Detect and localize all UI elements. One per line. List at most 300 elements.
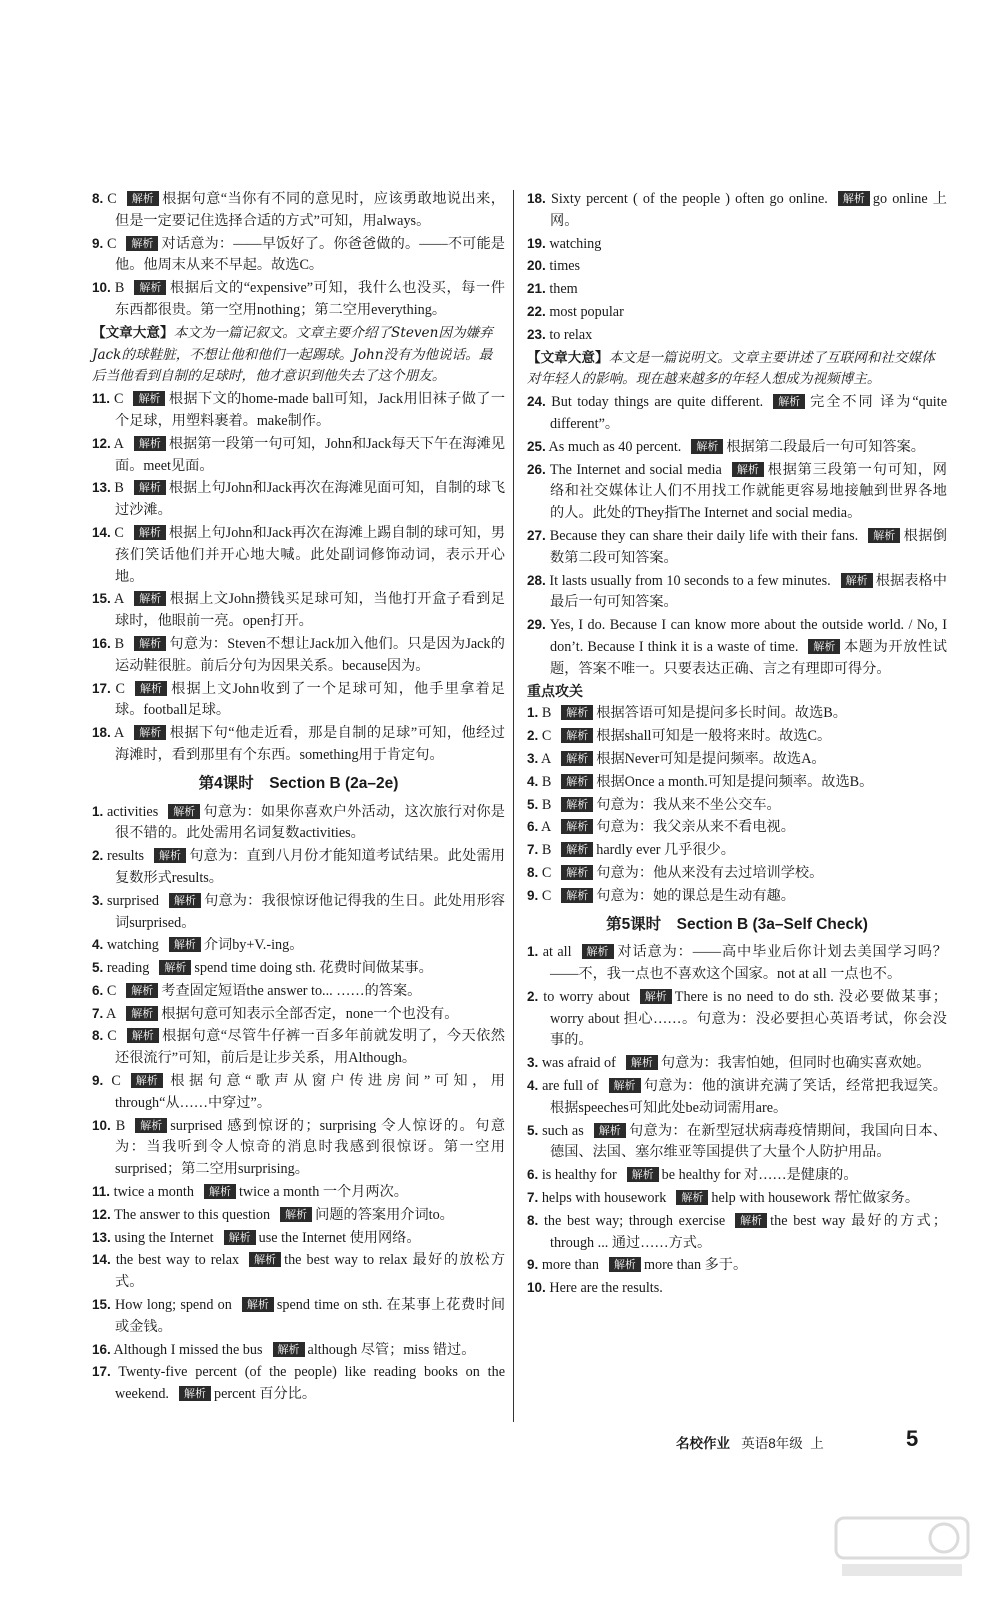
item-analysis: surprised 感到惊讶的；surprising 令人惊讶的。句意为：当我听到令人惊奇的消息时我感到很惊讶。第一空用surprised；第二空用surprising。 <box>115 1117 506 1178</box>
item-answer: them <box>549 281 578 298</box>
analysis-tag: 解析 <box>627 1167 659 1182</box>
answer-item <box>527 986 947 1052</box>
item-answer: C <box>541 887 552 904</box>
answer-item <box>92 934 505 957</box>
item-analysis: 句意为：她的课总是生动有趣。 <box>596 887 795 904</box>
item-answer: times <box>549 258 581 275</box>
item-number: 8. <box>527 1212 539 1228</box>
item-answer: watching <box>106 937 159 954</box>
item-analysis: 根据后文的“expensive”可知，我什么也没买，每一件东西都很贵。第一空用nothing；第二空用everything。 <box>115 280 505 318</box>
item-number: 9. <box>527 1257 539 1273</box>
item-answer: As much as 40 percent. <box>548 438 682 455</box>
analysis-tag: 解析 <box>249 1252 281 1267</box>
item-answer: C <box>111 1073 121 1090</box>
item-analysis: 句意为：他的演讲充满了笑话，经常把我逗笑。根据speeches可知此处be动词需用are。 <box>550 1078 947 1116</box>
item-number: 21. <box>527 281 546 297</box>
analysis-tag: 解析 <box>127 191 159 206</box>
item-analysis: the best way to relax 最好的放松方式。 <box>115 1252 506 1291</box>
item-answer: C <box>107 191 117 207</box>
answer-item <box>92 1181 505 1204</box>
item-answer: But today things are quite different. <box>551 394 764 411</box>
analysis-tag: 解析 <box>134 591 166 606</box>
item-analysis: 根据第一段第一句可知，John和Jack每天下午在海滩见面。meet见面。 <box>115 435 506 474</box>
analysis-tag: 解析 <box>134 725 166 740</box>
item-analysis: although 尽管；miss 错过。 <box>307 1341 476 1358</box>
answer-item <box>92 980 505 1003</box>
analysis-tag: 解析 <box>561 865 593 880</box>
item-analysis: hardly ever 几乎很少。 <box>596 842 735 859</box>
item-analysis: 句意为：在新型冠状病毒疫情期间，我国向日本、德国、法国、塞尔维亚等国提供了大量个人防护用品。 <box>550 1122 947 1161</box>
answer-item <box>92 1003 505 1026</box>
answer-item <box>92 277 505 322</box>
answer-item <box>92 1227 505 1250</box>
item-answer: the best way to relax <box>115 1252 240 1269</box>
item-analysis: spend time doing sth. 花费时间做某事。 <box>194 960 433 977</box>
footer-subject: 英语8年级 <box>741 1436 803 1451</box>
answer-item <box>527 771 947 794</box>
item-number: 3. <box>527 750 539 766</box>
item-analysis: 根据Once a month.可知是提问频率。故选B。 <box>596 773 874 790</box>
summary-text: 本文为一篇记叙文。文章主要介绍了Steven因为嫌弃Jack的球鞋脏，不想让他和他们一起踢球。John没有为他说话。最后当他看到自制的足球时，他才意识到他失去了这个朋友。 <box>92 324 493 385</box>
analysis-tag: 解析 <box>134 525 166 540</box>
item-number: 26. <box>527 461 546 477</box>
summary-label: 【文章大意】 <box>527 349 609 365</box>
analysis-tag: 解析 <box>609 1078 641 1093</box>
item-analysis: 根据下句“他走近看，那是自制的足球”可知，他经过海滩时，看到那里有个东西。something用于肯定句。 <box>115 725 505 763</box>
analysis-tag: 解析 <box>676 1190 708 1205</box>
answer-item <box>92 1361 505 1406</box>
item-analysis: go online 上网。 <box>550 191 947 229</box>
analysis-tag: 解析 <box>169 893 201 908</box>
item-number: 15. <box>92 591 111 607</box>
item-answer: C <box>106 235 117 252</box>
analysis-tag: 解析 <box>134 280 166 295</box>
item-number: 1. <box>527 705 539 721</box>
answer-item <box>92 957 505 980</box>
item-analysis: There is no need to do sth. 没必要做某事；worry about 担心……。句意为：没必要担心英语考试，你会没事的。 <box>550 988 947 1049</box>
item-answer: B <box>541 796 552 813</box>
item-number: 13. <box>92 1229 111 1245</box>
analysis-tag: 解析 <box>154 848 186 863</box>
answer-item <box>92 477 505 522</box>
item-analysis: the best way 最好的方式；through ... 通过……方式。 <box>550 1212 947 1251</box>
item-number: 12. <box>92 435 111 451</box>
answer-item <box>527 255 947 278</box>
item-analysis: 句意为：他从来没有去过培训学校。 <box>596 864 824 881</box>
item-analysis: 根据Never可知是提问频率。故选A。 <box>596 750 826 767</box>
analysis-tag: 解析 <box>732 462 764 477</box>
item-number: 7. <box>92 1005 104 1021</box>
section-heading: 第5课时 Section B (3a–Self Check) <box>606 915 868 933</box>
analysis-tag: 解析 <box>582 944 614 959</box>
analysis-tag: 解析 <box>169 937 201 952</box>
item-number: 10. <box>527 1280 546 1296</box>
item-number: 20. <box>527 258 546 274</box>
item-answer: such as <box>542 1122 584 1139</box>
analysis-tag: 解析 <box>808 639 840 654</box>
answer-item <box>92 845 505 890</box>
item-analysis: 句意为：我很惊讶他记得我的生日。此处用形容词surprised。 <box>115 892 505 931</box>
analysis-tag: 解析 <box>159 960 191 975</box>
answer-item <box>527 885 947 908</box>
answer-item <box>92 722 505 767</box>
item-number: 9. <box>92 1073 104 1089</box>
item-answer: C <box>541 728 552 745</box>
answer-item <box>92 890 505 935</box>
item-number: 11. <box>92 391 111 407</box>
answer-item <box>92 433 505 478</box>
analysis-tag: 解析 <box>561 774 593 789</box>
analysis-tag: 解析 <box>561 842 593 857</box>
item-answer: to worry about <box>543 988 630 1005</box>
answer-item <box>527 301 947 324</box>
item-number: 27. <box>527 527 546 543</box>
item-number: 8. <box>527 864 539 880</box>
item-analysis: 根据答语可知是提问多长时间。故选B。 <box>596 705 847 722</box>
item-analysis: 根据上文John攒钱买足球可知，当他打开盒子看到足球时，他眼前一亮。open打开。 <box>115 591 505 630</box>
item-answer: C <box>541 864 552 881</box>
analysis-tag: 解析 <box>773 394 805 409</box>
item-analysis: 本题为开放性试题，答案不唯一。只要表达正确、言之有理即可得分。 <box>550 638 947 677</box>
analysis-tag: 解析 <box>841 573 873 588</box>
item-answer: Yes, I do. Because I can know more about the outside world. / No, I don’t. Because I think it is a waste of time. <box>549 617 947 655</box>
item-analysis: 对话意为：——高中毕业后你计划去美国学习吗？——不，我一点也不喜欢这个国家。not at all 一点也不。 <box>550 944 947 983</box>
item-analysis: 对话意为：——早饭好了。你爸爸做的。——不可能是他。他周末从来不早起。故选C。 <box>115 235 505 274</box>
analysis-tag: 解析 <box>273 1342 305 1357</box>
answer-item <box>92 1070 505 1115</box>
item-answer: The Internet and social media <box>549 461 722 478</box>
item-answer: reading <box>106 960 150 977</box>
item-analysis: 根据第二段最后一句可知答案。 <box>726 438 925 455</box>
item-answer: B <box>541 705 552 722</box>
item-answer: B <box>114 280 125 297</box>
item-number: 14. <box>92 1252 111 1268</box>
item-number: 25. <box>527 438 546 454</box>
answer-item <box>527 525 947 570</box>
item-number: 8. <box>92 191 104 206</box>
item-answer: using the Internet <box>114 1229 214 1246</box>
item-answer: C <box>106 982 117 999</box>
analysis-tag: 解析 <box>868 528 900 543</box>
item-analysis: 句意为：如果你喜欢户外活动，这次旅行对你是很不错的。此处需用名词复数activities。 <box>115 803 505 842</box>
item-analysis: 根据句意“当你有不同的意见时，应该勇敢地说出来，但是一定要记住选择合适的方式”可知，用always。 <box>115 191 505 229</box>
analysis-tag: 解析 <box>838 191 870 206</box>
item-answer: Because they can share their daily life with their fans. <box>549 527 859 544</box>
item-analysis: 完全不同 译为“quite different”。 <box>550 394 947 432</box>
analysis-tag: 解析 <box>179 1386 211 1401</box>
answer-item <box>92 801 505 846</box>
item-answer: the best way; through exercise <box>543 1212 726 1229</box>
answer-item <box>92 678 505 723</box>
analysis-tag: 解析 <box>561 819 593 834</box>
answer-item <box>527 614 947 680</box>
item-analysis: 根据上句John和Jack再次在海滩见面可知，自制的球飞过沙滩。 <box>115 480 506 519</box>
analysis-tag: 解析 <box>126 983 158 998</box>
item-answer: A <box>114 591 125 608</box>
item-number: 23. <box>527 326 546 342</box>
item-analysis: 根据表格中最后一句可知答案。 <box>550 572 947 611</box>
footer-volume: 上 <box>810 1436 824 1451</box>
item-answer: A <box>541 750 552 767</box>
item-answer: C <box>114 524 124 541</box>
analysis-tag: 解析 <box>204 1184 236 1199</box>
item-answer: Here are the results. <box>549 1280 663 1297</box>
item-answer: surprised <box>106 892 159 909</box>
answer-item <box>92 1025 505 1070</box>
item-answer: Sixty percent ( of the people ) often go online. <box>550 191 828 207</box>
summary-text: 本文是一篇说明文。文章主要讲述了互联网和社交媒体对年轻人的影响。现在越来越多的年轻人想成为视频博主。 <box>527 349 935 388</box>
item-analysis: 根据句意可知表示全部否定，none一个也没有。 <box>161 1005 459 1022</box>
item-answer: How long; spend on <box>115 1297 232 1314</box>
item-answer: A <box>106 1005 117 1022</box>
item-number: 7. <box>527 842 539 858</box>
summary-label: 【文章大意】 <box>92 324 174 340</box>
analysis-tag: 解析 <box>691 439 723 454</box>
answer-item <box>92 1294 505 1339</box>
item-number: 15. <box>92 1297 111 1313</box>
answer-item <box>527 794 947 817</box>
item-number: 14. <box>92 524 111 540</box>
answer-item <box>527 748 947 771</box>
answer-item <box>527 816 947 839</box>
article-summary <box>92 322 505 388</box>
page-number: 5 <box>906 1426 919 1451</box>
item-answer: more than <box>541 1257 599 1274</box>
item-number: 6. <box>527 819 539 835</box>
analysis-tag: 解析 <box>280 1207 312 1222</box>
item-answer: was afraid of <box>541 1055 616 1072</box>
item-number: 1. <box>527 944 539 960</box>
analysis-tag: 解析 <box>131 1073 163 1088</box>
item-number: 18. <box>92 725 111 741</box>
answer-item <box>527 459 947 525</box>
footer-series: 名校作业 <box>676 1436 730 1451</box>
answer-item <box>527 570 947 615</box>
item-answer: It lasts usually from 10 seconds to a few minutes. <box>549 572 831 589</box>
analysis-tag: 解析 <box>135 1118 167 1133</box>
item-number: 13. <box>92 480 111 496</box>
analysis-tag: 解析 <box>134 436 166 451</box>
item-answer: at all <box>542 944 572 961</box>
item-analysis: 句意为：直到八月份才能知道考试结果。此处需用复数形式results。 <box>115 848 505 886</box>
item-analysis: 句意为：我父亲从来不看电视。 <box>596 819 795 836</box>
item-number: 2. <box>527 988 539 1004</box>
subsection-heading: 重点攻关 <box>527 682 583 699</box>
item-analysis: 根据上文John收到了一个足球可知，他手里拿着足球。football足球。 <box>115 680 505 719</box>
answer-item <box>527 1187 947 1210</box>
analysis-tag: 解析 <box>126 1006 158 1021</box>
analysis-tag: 解析 <box>135 681 167 696</box>
item-analysis: 根据句意“歌声从窗户传进房间”可知，用through“从……中穿过”。 <box>115 1073 505 1111</box>
item-number: 1. <box>92 803 104 819</box>
item-number: 17. <box>92 1364 111 1380</box>
analysis-tag: 解析 <box>735 1213 767 1228</box>
analysis-tag: 解析 <box>594 1123 626 1138</box>
analysis-tag: 解析 <box>224 1230 256 1245</box>
item-answer: A <box>541 819 552 836</box>
answer-item <box>92 1115 505 1181</box>
answer-item <box>527 1254 947 1277</box>
answer-item <box>527 1075 947 1120</box>
answer-item <box>527 1277 947 1300</box>
answer-item <box>92 1204 505 1227</box>
item-answer: B <box>541 842 552 859</box>
answer-item <box>92 522 505 588</box>
item-number: 5. <box>92 960 104 976</box>
item-answer: B <box>115 1117 126 1134</box>
analysis-tag: 解析 <box>133 391 165 406</box>
item-answer: Although I missed the bus <box>113 1341 263 1358</box>
item-answer: are full of <box>542 1078 599 1095</box>
item-analysis: help with housework 帮忙做家务。 <box>711 1190 920 1207</box>
left-column <box>92 188 505 1406</box>
answer-item <box>527 941 947 986</box>
item-number: 11. <box>92 1184 111 1200</box>
item-answer: helps with housework <box>541 1190 667 1207</box>
item-number: 6. <box>527 1167 539 1183</box>
item-analysis: 根据下文的home-made ball可知，Jack用旧袜子做了一个足球，用塑料裹着。make制作。 <box>115 391 506 429</box>
item-answer: C <box>115 680 125 697</box>
item-answer: to relax <box>549 326 593 343</box>
item-analysis: 句意为：我从来不坐公交车。 <box>596 796 781 813</box>
analysis-tag: 解析 <box>127 1028 159 1043</box>
answer-item <box>92 1339 505 1362</box>
answer-item <box>527 725 947 748</box>
item-number: 8. <box>92 1028 104 1044</box>
answer-item <box>527 188 947 233</box>
item-number: 12. <box>92 1206 111 1222</box>
article-summary <box>527 347 947 392</box>
item-analysis: 介词by+V.-ing。 <box>203 937 304 954</box>
item-number: 19. <box>527 235 546 251</box>
item-analysis: 根据shall可知是一般将来时。故选C。 <box>596 728 832 745</box>
item-answer: A <box>114 725 125 742</box>
answer-item <box>527 702 947 725</box>
section-heading: 第4课时 Section B (2a–2e) <box>198 774 399 792</box>
analysis-tag: 解析 <box>626 1055 658 1070</box>
item-answer: watching <box>549 235 602 252</box>
answer-item <box>92 1249 505 1294</box>
item-answer: twice a month <box>113 1184 194 1201</box>
answer-item <box>527 391 947 436</box>
analysis-tag: 解析 <box>134 636 166 651</box>
analysis-tag: 解析 <box>561 751 593 766</box>
analysis-tag: 解析 <box>561 705 593 720</box>
item-number: 16. <box>92 635 111 651</box>
answer-item <box>527 862 947 885</box>
item-analysis: percent 百分比。 <box>213 1386 317 1403</box>
item-number: 29. <box>527 617 546 633</box>
item-number: 4. <box>527 1078 539 1094</box>
item-number: 2. <box>92 848 104 864</box>
page-footer <box>676 1432 824 1452</box>
item-analysis: 根据第三段第一句可知，网络和社交媒体让人们不用找工作就能更容易地接触到世界各地的人。此处的They指The Internet and social media。 <box>550 461 947 522</box>
answer-item <box>527 1164 947 1187</box>
item-number: 3. <box>527 1055 539 1071</box>
item-analysis: 根据倒数第二段可知答案。 <box>550 527 947 566</box>
item-answer: B <box>541 773 552 790</box>
item-number: 10. <box>92 280 111 296</box>
answer-item <box>92 633 505 678</box>
item-number: 5. <box>527 796 539 812</box>
item-analysis: 问题的答案用介词to。 <box>315 1206 454 1223</box>
item-analysis: 根据上句John和Jack再次在海滩上踢自制的球可知，男孩们笑话他们并开心地大喊。此处副词修饰动词，表示开心地。 <box>115 524 506 585</box>
item-answer: activities <box>107 803 159 820</box>
item-answer: is healthy for <box>541 1167 617 1184</box>
item-analysis: spend time on sth. 在某事上花费时间或金钱。 <box>115 1297 506 1335</box>
analysis-tag: 解析 <box>561 888 593 903</box>
item-answer: most popular <box>549 303 624 320</box>
item-number: 5. <box>527 1122 539 1138</box>
item-analysis: 句意为：我害怕她，但同时也确实喜欢她。 <box>660 1055 931 1072</box>
item-analysis: 句意为：Steven不想让Jack加入他们。只是因为Jack的运动鞋很脏。前后分句为因果关系。because因为。 <box>115 635 505 674</box>
right-column <box>527 188 947 1300</box>
answer-item <box>527 324 947 347</box>
item-number: 22. <box>527 303 546 319</box>
item-analysis: use the Internet 使用网络。 <box>258 1229 421 1246</box>
item-analysis: 考查固定短语the answer to... ……的答案。 <box>161 982 422 999</box>
analysis-tag: 解析 <box>609 1257 641 1272</box>
item-number: 6. <box>92 982 104 998</box>
analysis-tag: 解析 <box>134 480 166 495</box>
analysis-tag: 解析 <box>126 236 158 251</box>
item-number: 7. <box>527 1190 539 1206</box>
answer-item <box>92 188 505 233</box>
item-number: 9. <box>92 235 104 251</box>
answer-item <box>527 233 947 256</box>
item-answer: A <box>113 435 124 452</box>
analysis-tag: 解析 <box>561 728 593 743</box>
analysis-tag: 解析 <box>640 989 672 1004</box>
item-number: 18. <box>527 191 546 206</box>
item-number: 10. <box>92 1117 111 1133</box>
answer-item <box>527 839 947 862</box>
item-number: 2. <box>527 728 539 744</box>
item-number: 16. <box>92 1341 111 1357</box>
item-number: 17. <box>92 680 111 696</box>
item-answer: Twenty-five percent (of the people) like reading books on the weekend. <box>115 1364 505 1403</box>
item-number: 24. <box>527 394 546 410</box>
item-answer: B <box>114 635 125 652</box>
item-answer: C <box>107 1028 117 1045</box>
answer-item <box>527 1210 947 1255</box>
item-number: 9. <box>527 887 539 903</box>
item-answer: results <box>107 848 145 865</box>
analysis-tag: 解析 <box>242 1297 274 1312</box>
answer-item <box>92 588 505 633</box>
answer-item <box>92 388 505 433</box>
item-analysis: be healthy for 对……是健康的。 <box>661 1167 858 1184</box>
answer-item <box>527 1120 947 1165</box>
item-number: 3. <box>92 892 104 908</box>
answer-item <box>527 436 947 459</box>
item-analysis: more than 多于。 <box>643 1257 748 1274</box>
analysis-tag: 解析 <box>561 797 593 812</box>
answer-item <box>527 1052 947 1075</box>
item-answer: C <box>113 391 124 408</box>
answer-item <box>92 233 505 278</box>
item-number: 28. <box>527 572 546 588</box>
item-answer: B <box>114 480 124 497</box>
item-answer: The answer to this question <box>114 1206 271 1223</box>
item-analysis: 根据句意“尽管牛仔裤一百多年前就发明了，今天依然还很流行”可知，前后是让步关系，用Although。 <box>115 1028 505 1067</box>
item-number: 4. <box>92 937 104 953</box>
column-divider <box>513 190 514 1422</box>
item-analysis: twice a month 一个月两次。 <box>238 1184 408 1201</box>
analysis-tag: 解析 <box>168 804 200 819</box>
answer-item <box>527 278 947 301</box>
watermark-logo <box>832 1512 972 1582</box>
